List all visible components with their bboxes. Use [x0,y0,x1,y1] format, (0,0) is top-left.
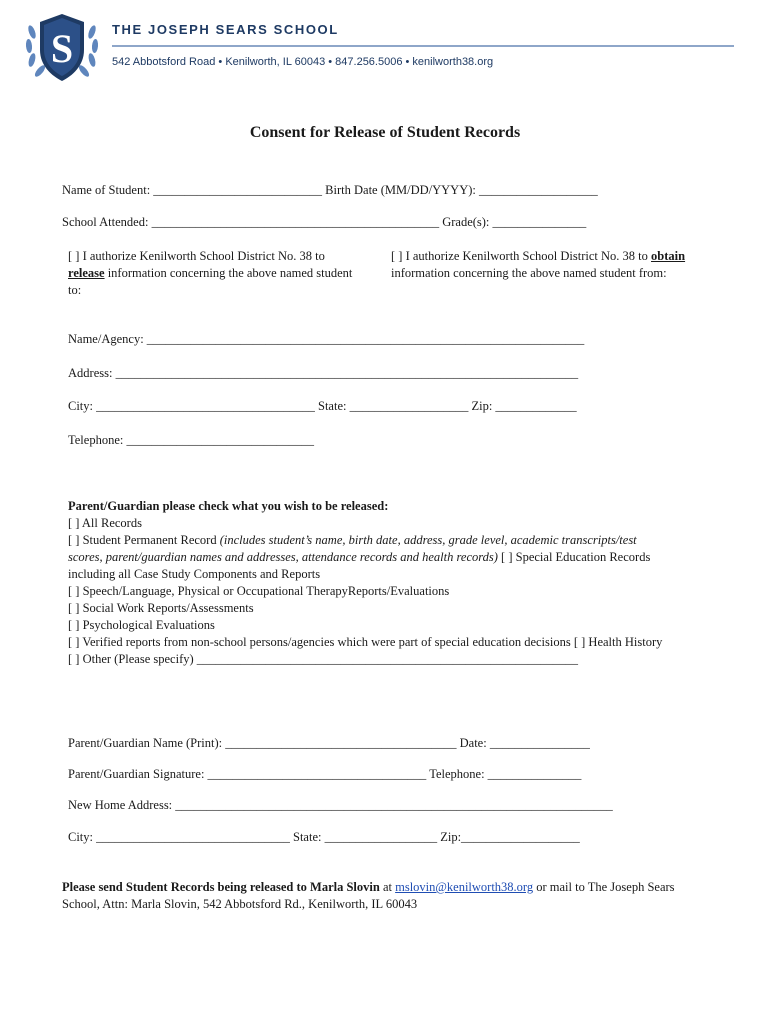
option-all-records[interactable]: [ ] All Records [68,516,142,530]
header-divider [112,45,734,47]
agency-address-line[interactable]: Address: __________________________________________________________________________ [68,366,579,380]
permanent-record-label: [ ] Student Permanent Record [68,533,220,547]
logo-letter: S [50,26,74,71]
authorize-obtain-suffix: information concerning the above named student from: [391,266,667,280]
option-social-work[interactable]: [ ] Social Work Reports/Assessments [68,601,254,615]
option-other[interactable]: [ ] Other (Please specify) _____________________________________________________________ [68,652,579,666]
guardian-city-state-zip-line[interactable]: City: _______________________________ State: __________________ Zip:___________________ [68,830,580,844]
school-attended-line[interactable]: School Attended: ______________________________________________ Grade(s): _______________ [62,215,587,229]
option-permanent-record[interactable] [68,532,668,583]
special-education-option[interactable]: [ ] Special Education Records including all Case Study Components and Reports [68,550,651,581]
email-link[interactable]: mslovin@kenilworth38.org [395,880,534,894]
option-speech-therapy[interactable]: [ ] Speech/Language, Physical or Occupational TherapyReports/Evaluations [68,584,450,598]
option-psychological[interactable]: [ ] Psychological Evaluations [68,618,215,632]
option-verified-reports[interactable]: [ ] Verified reports from non-school persons/agencies which were part of special education decisions [ ] Health History [68,635,663,649]
send-instructions-at: at [379,880,396,894]
authorize-obtain-option[interactable] [391,248,691,282]
authorize-release-suffix: information concerning the above named student to: [68,266,353,297]
school-name: THE JOSEPH SEARS SCHOOL [112,22,339,37]
guardian-name-line[interactable]: Parent/Guardian Name (Print): _____________________________________ Date: ________________ [68,736,590,750]
authorize-obtain-keyword: obtain [651,249,686,263]
authorize-obtain-prefix: [ ] I authorize Kenilworth School District No. 38 to [391,249,652,263]
school-address: 542 Abbotsford Road • Kenilworth, IL 60043 • 847.256.5006 • kenilworth38.org [112,56,494,68]
new-home-address-line[interactable]: New Home Address: ______________________________________________________________________ [68,798,613,812]
form-title: Consent for Release of Student Records [249,124,521,141]
school-crest-logo [22,10,102,84]
agency-city-state-zip-line[interactable]: City: ___________________________________ State: ___________________ Zip: _____________ [68,399,577,413]
send-instructions [62,879,682,913]
send-instructions-rest: or mail to The Joseph Sears School, Attn: Marla Slovin, 542 Abbotsford Rd., Kenilworth, IL 60043 [62,880,675,911]
student-name-line[interactable]: Name of Student: ___________________________ Birth Date (MM/DD/YYYY): ___________________ [62,183,598,197]
authorize-release-option[interactable] [68,248,353,299]
agency-telephone-line[interactable]: Telephone: ______________________________ [68,433,314,447]
authorize-release-prefix: [ ] I authorize Kenilworth School District No. 38 to [68,249,325,263]
agency-name-line[interactable]: Name/Agency: ______________________________________________________________________ [68,332,585,346]
records-heading: Parent/Guardian please check what you wish to be released: [68,499,389,513]
send-instructions-bold: Please send Student Records being released to Marla Slovin [62,880,380,894]
authorize-release-keyword: release [68,266,105,280]
permanent-record-details: (includes student’s name, birth date, address, grade level, academic transcripts/test scores, parent/guardian names and addresses, attendance records and health records) [68,533,637,564]
guardian-signature-line[interactable]: Parent/Guardian Signature: ___________________________________ Telephone: _______________ [68,767,582,781]
records-checklist [68,498,668,668]
